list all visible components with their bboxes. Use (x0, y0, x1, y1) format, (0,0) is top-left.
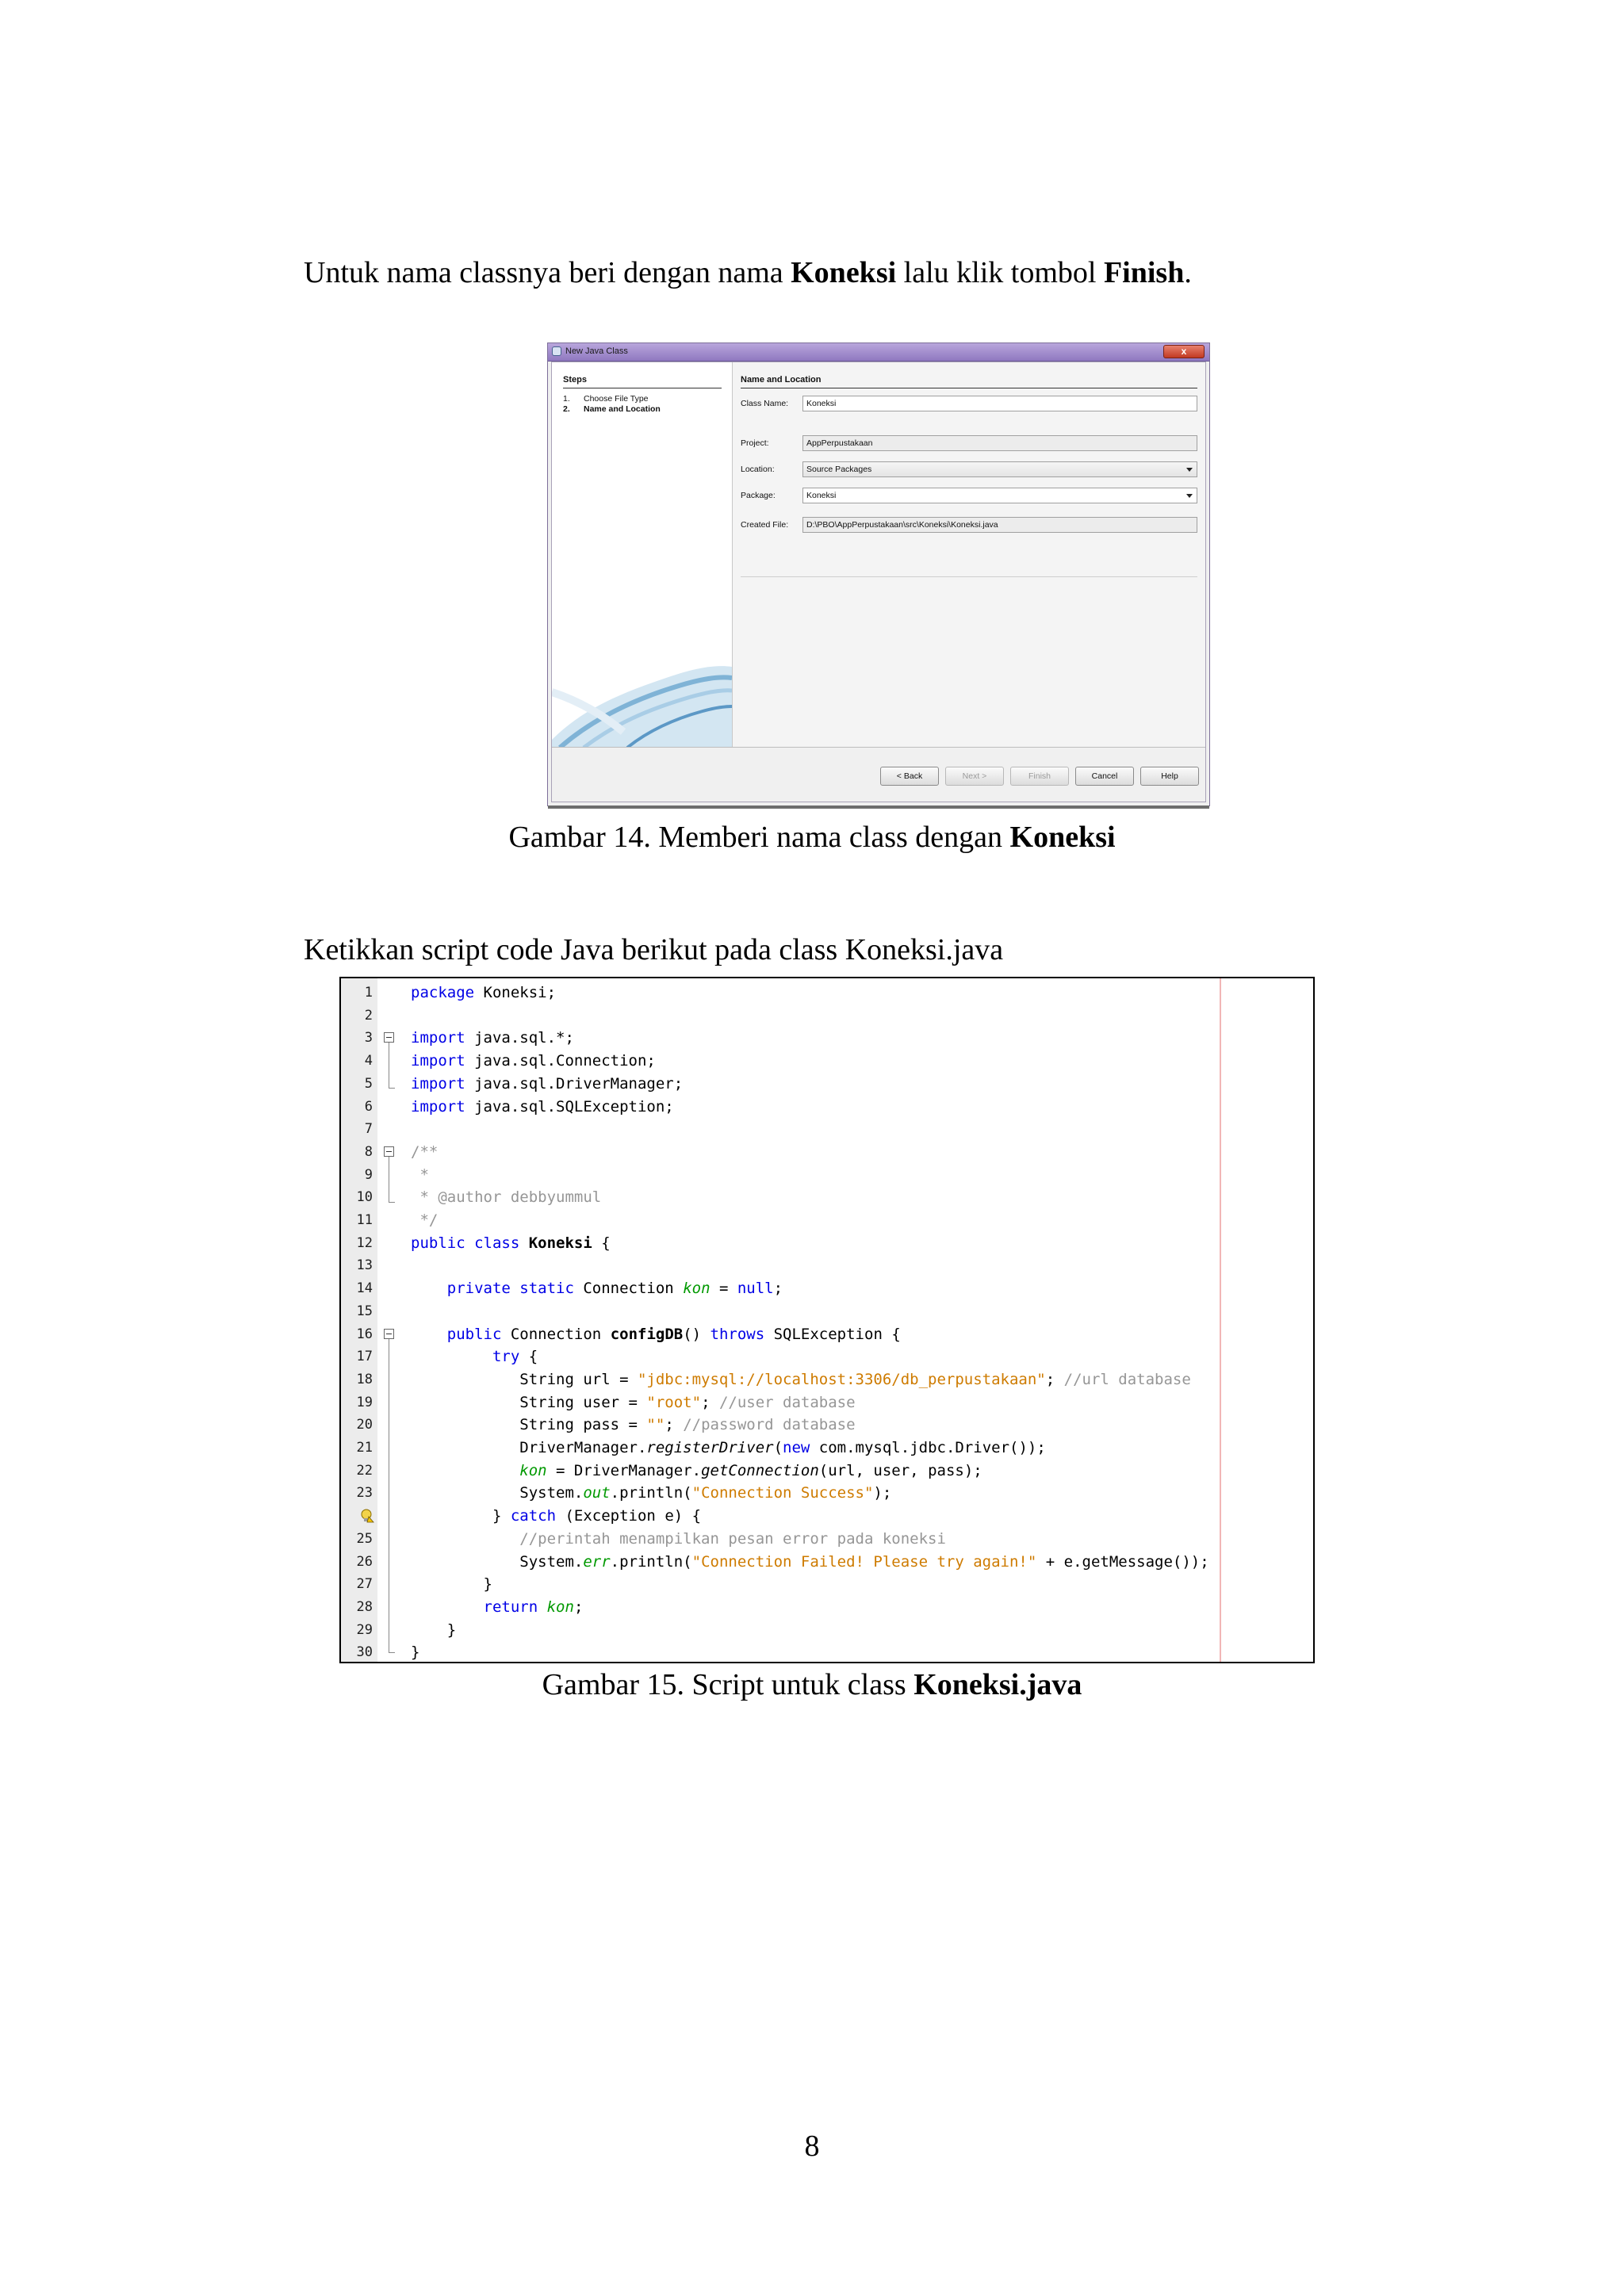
class-name-input[interactable]: Koneksi (802, 396, 1197, 411)
code-text: } catch (Exception e) { (411, 1507, 702, 1525)
line-number: 7 (364, 1121, 373, 1138)
line-number: 18 (356, 1371, 373, 1387)
line-number: 2 (364, 1007, 373, 1024)
code-text: //perintah menampilkan pesan error pada koneksi (519, 1529, 946, 1548)
line-number: 29 (356, 1621, 373, 1638)
package-value: Koneksi (806, 491, 837, 500)
code-line (341, 1118, 1315, 1141)
decorative-swoosh-image (552, 645, 732, 748)
collapse-icon[interactable] (384, 1329, 394, 1339)
code-text: */ (411, 1211, 439, 1229)
next-button[interactable]: Next > (945, 767, 1004, 786)
line-number: 21 (356, 1440, 373, 1456)
location-label: Location: (741, 465, 775, 474)
project-label: Project: (741, 438, 769, 448)
code-text: import java.sql.DriverManager; (411, 1074, 684, 1093)
dialog-title: New Java Class (565, 346, 628, 356)
java-code-editor (339, 977, 1315, 1663)
line-number: 11 (356, 1212, 373, 1228)
chevron-down-icon[interactable] (1186, 468, 1193, 472)
line-number: 13 (356, 1257, 373, 1274)
code-line (341, 1004, 1315, 1027)
code-line (341, 1641, 1315, 1663)
location-value: Source Packages (806, 465, 872, 474)
line-number: 20 (356, 1417, 373, 1433)
code-text: String url = "jdbc:mysql://localhost:3306/db_perpustakaan"; //url database (411, 1370, 1191, 1388)
code-text: System.out.println("Connection Success"); (411, 1484, 892, 1502)
dialog-body (551, 362, 1206, 802)
code-line (341, 1141, 1315, 1164)
code-text: package Koneksi; (411, 984, 557, 1001)
code-text: public Connection configDB() throws SQLException { (446, 1325, 901, 1343)
code-line (341, 982, 1315, 1004)
steps-title: Steps (563, 375, 587, 385)
line-number: 22 (356, 1462, 373, 1479)
instruction-paragraph (304, 254, 1192, 291)
code-text: System.err.println("Connection Failed! Please try again!" + e.getMessage()); (411, 1552, 1209, 1571)
code-text: String pass = ""; //password database (411, 1416, 856, 1434)
code-line (341, 1164, 1315, 1187)
code-text: import java.sql.*; (411, 1029, 574, 1047)
dialog-button-bar (552, 747, 1205, 802)
code-line (341, 1186, 1315, 1209)
code-text: } (411, 1621, 457, 1639)
figure-15-caption (0, 1667, 1624, 1703)
finish-button[interactable]: Finish (1010, 767, 1069, 786)
step-label: Name and Location (584, 404, 661, 414)
code-text: public class Koneksi { (411, 1234, 611, 1252)
code-line (341, 1323, 1315, 1346)
location-select[interactable] (802, 461, 1197, 477)
finish-emphasis: Finish (1103, 256, 1185, 289)
code-line (341, 1368, 1315, 1391)
code-text: import java.sql.SQLException; (411, 1097, 674, 1115)
line-number: 25 (356, 1530, 373, 1547)
step-name-and-location (563, 404, 661, 414)
code-line (341, 1232, 1315, 1255)
step-number: 1. (563, 394, 570, 404)
code-text: String user = "root"; //user database (411, 1393, 856, 1411)
code-line (341, 1096, 1315, 1119)
dialog-titlebar (548, 343, 1209, 362)
section-title: Name and Location (741, 375, 822, 385)
caption-text: Gambar 15. Script untuk class (542, 1668, 914, 1701)
code-line (341, 1254, 1315, 1277)
line-number: 14 (356, 1280, 373, 1297)
code-line (341, 1596, 1315, 1619)
code-line (341, 1027, 1315, 1050)
code-line (341, 1277, 1315, 1300)
class-name-label: Class Name: (741, 399, 789, 408)
line-number: 10 (356, 1189, 373, 1206)
collapse-icon[interactable] (384, 1146, 394, 1157)
class-name-emphasis: Koneksi (791, 256, 897, 289)
line-number: 26 (356, 1553, 373, 1570)
java-class-icon (552, 346, 561, 356)
instruction-text: Untuk nama classnya beri dengan nama (304, 256, 791, 289)
code-text: * @author debbyummul (411, 1188, 602, 1207)
help-button[interactable]: Help (1140, 767, 1199, 786)
code-text: private static Connection kon = null; (446, 1280, 783, 1298)
code-line (341, 1460, 1315, 1483)
project-field: AppPerpustakaan (802, 435, 1197, 451)
code-line (341, 1391, 1315, 1414)
step-choose-file-type (563, 394, 649, 404)
code-text: } (411, 1644, 420, 1662)
code-instruction-paragraph: Ketikkan script code Java berikut pada class Koneksi.java (304, 933, 1004, 966)
caption-emphasis: Koneksi (1009, 821, 1116, 854)
code-line (341, 1505, 1315, 1528)
line-number: 28 (356, 1598, 373, 1615)
code-line (341, 1414, 1315, 1437)
code-text: kon = DriverManager.getConnection(url, user, pass); (519, 1461, 982, 1479)
code-line (341, 1050, 1315, 1073)
name-location-panel (733, 362, 1205, 748)
code-text: return kon; (483, 1598, 584, 1616)
code-text: import java.sql.Connection; (411, 1052, 656, 1070)
code-text: try { (492, 1348, 538, 1366)
code-text: DriverManager.registerDriver(new com.mysql.jdbc.Driver()); (411, 1439, 1046, 1456)
line-number: 5 (364, 1075, 373, 1092)
line-number: 19 (356, 1394, 373, 1410)
back-button[interactable]: < Back (880, 767, 939, 786)
step-label: Choose File Type (584, 394, 649, 404)
cancel-button[interactable]: Cancel (1075, 767, 1134, 786)
close-button[interactable]: x (1163, 345, 1205, 358)
code-line (341, 1551, 1315, 1574)
code-line (341, 1573, 1315, 1596)
code-line (341, 1300, 1315, 1323)
panel-divider (741, 576, 1197, 577)
line-number: 27 (356, 1576, 373, 1593)
warning-bulb-icon[interactable] (360, 1509, 374, 1523)
package-select[interactable] (802, 488, 1197, 503)
code-text: * (411, 1165, 429, 1184)
created-file-label: Created File: (741, 520, 789, 530)
created-file-field: D:\PBO\AppPerpustakaan\src\Koneksi\Koneksi.java (802, 517, 1197, 533)
new-java-class-dialog (547, 342, 1210, 806)
collapse-icon[interactable] (384, 1032, 394, 1043)
caption-emphasis: Koneksi.java (914, 1668, 1082, 1701)
code-line (341, 1437, 1315, 1460)
instruction-period: . (1184, 256, 1192, 289)
code-line (341, 1619, 1315, 1642)
line-number: 30 (356, 1644, 373, 1661)
code-line (341, 1073, 1315, 1096)
line-number: 23 (356, 1485, 373, 1502)
caption-text: Gambar 14. Memberi nama class dengan (508, 821, 1010, 854)
package-label: Package: (741, 491, 776, 500)
code-line (341, 1528, 1315, 1551)
line-number: 12 (356, 1234, 373, 1251)
line-number: 4 (364, 1053, 373, 1070)
code-line (341, 1482, 1315, 1505)
code-text: } (411, 1575, 492, 1594)
line-number: 17 (356, 1349, 373, 1365)
line-number: 3 (364, 1030, 373, 1047)
line-number: 15 (356, 1303, 373, 1319)
line-number: 9 (364, 1166, 373, 1183)
dialog-bottom-edge (548, 806, 1209, 809)
line-number: 16 (356, 1326, 373, 1342)
step-number: 2. (563, 404, 570, 414)
code-line (341, 1345, 1315, 1368)
line-number: 8 (364, 1143, 373, 1160)
code-line (341, 1209, 1315, 1232)
page-number: 8 (804, 2130, 820, 2163)
chevron-down-icon[interactable] (1186, 494, 1193, 498)
code-text: /** (411, 1142, 439, 1161)
steps-panel (552, 362, 733, 748)
figure-14-caption (0, 819, 1624, 855)
line-number: 1 (364, 985, 373, 1001)
line-number: 6 (364, 1098, 373, 1115)
instruction-text-mid: lalu klik tombol (896, 256, 1104, 289)
